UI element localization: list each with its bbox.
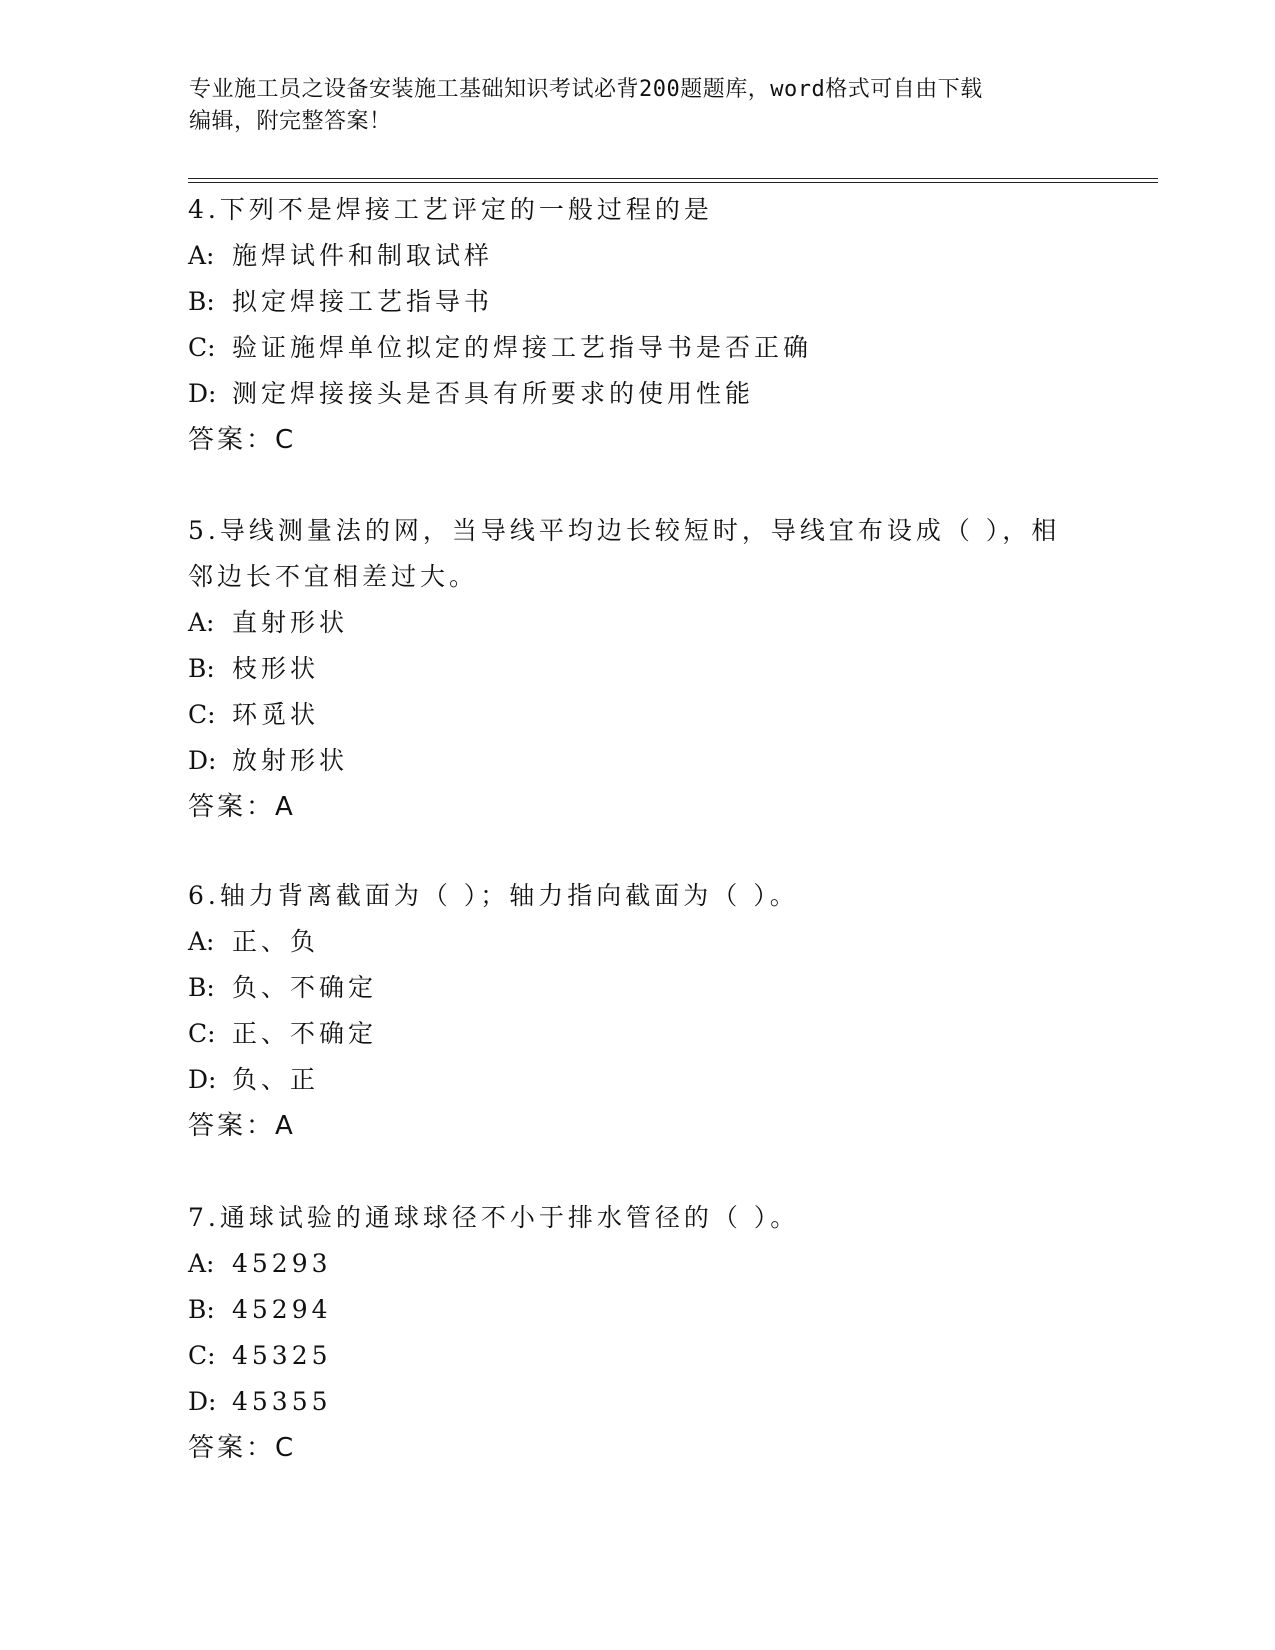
option-text: 负、正	[232, 1065, 320, 1094]
option-a	[188, 1241, 1088, 1287]
question-text: 6.轴力背离截面为（ ）；轴力指向截面为（ ）。	[188, 881, 799, 910]
option-letter: D:	[188, 379, 217, 408]
option-a	[188, 600, 1088, 646]
question-text-continued: 邻边长不宜相差过大。	[188, 562, 479, 591]
option-letter: C:	[188, 333, 216, 362]
option-b	[188, 279, 1088, 325]
option-text: 45293	[232, 1249, 332, 1278]
option-text: 测定焊接接头是否具有所要求的使用性能	[232, 379, 755, 408]
option-a	[188, 919, 1088, 965]
option-text: 放射形状	[232, 746, 349, 775]
answer-text: 答案：C	[188, 1433, 297, 1463]
option-c	[188, 692, 1088, 738]
option-letter: A:	[188, 608, 215, 637]
option-letter: A:	[188, 241, 215, 270]
option-c	[188, 325, 1088, 371]
option-c	[188, 1333, 1088, 1379]
option-c	[188, 1011, 1088, 1057]
option-text: 正、负	[232, 927, 320, 956]
option-letter: A:	[188, 927, 215, 956]
option-letter: C:	[188, 1341, 216, 1370]
answer-text: 答案：A	[188, 1111, 296, 1141]
option-text: 验证施焊单位拟定的焊接工艺指导书是否正确	[232, 333, 813, 362]
option-text: 施焊试件和制取试样	[232, 241, 494, 270]
option-letter: B:	[188, 287, 215, 316]
option-a	[188, 233, 1088, 279]
answer-text: 答案：C	[188, 425, 297, 455]
option-text: 正、不确定	[232, 1019, 378, 1048]
option-letter: D:	[188, 1387, 217, 1416]
option-text: 负、不确定	[232, 973, 378, 1002]
option-letter: B:	[188, 1295, 215, 1324]
question-block	[188, 1195, 1088, 1471]
header-divider-top	[188, 178, 1158, 179]
answer-text: 答案：A	[188, 792, 296, 822]
question-block	[188, 187, 1088, 463]
option-letter: B:	[188, 654, 215, 683]
option-d	[188, 1057, 1088, 1103]
option-letter: D:	[188, 746, 217, 775]
question-text: 7.通球试验的通球球径不小于排水管径的（ ）。	[188, 1203, 800, 1232]
question-text: 4.下列不是焊接工艺评定的一般过程的是	[188, 195, 713, 224]
option-d	[188, 371, 1088, 417]
option-text: 45355	[232, 1387, 332, 1416]
option-b	[188, 646, 1088, 692]
option-letter: B:	[188, 973, 215, 1002]
option-text: 枝形状	[232, 654, 320, 683]
document-header	[189, 74, 1089, 138]
option-letter: C:	[188, 700, 216, 729]
question-block	[188, 873, 1088, 1149]
option-b	[188, 965, 1088, 1011]
option-text: 45325	[232, 1341, 332, 1370]
option-b	[188, 1287, 1088, 1333]
header-line-1: 专业施工员之设备安装施工基础知识考试必背200题题库，word格式可自由下载	[189, 77, 983, 102]
option-d	[188, 1379, 1088, 1425]
option-letter: D:	[188, 1065, 217, 1094]
option-text: 拟定焊接工艺指导书	[232, 287, 494, 316]
option-text: 直射形状	[232, 608, 349, 637]
question-block	[188, 508, 1088, 830]
option-text: 环觅状	[232, 700, 320, 729]
option-letter: A:	[188, 1249, 215, 1278]
header-divider-bottom	[188, 182, 1158, 183]
option-letter: C:	[188, 1019, 216, 1048]
header-line-2: 编辑，附完整答案！	[189, 109, 392, 134]
option-d	[188, 738, 1088, 784]
option-text: 45294	[232, 1295, 332, 1324]
question-text: 5.导线测量法的网，当导线平均边长较短时，导线宜布设成（ ），相	[188, 516, 1061, 545]
